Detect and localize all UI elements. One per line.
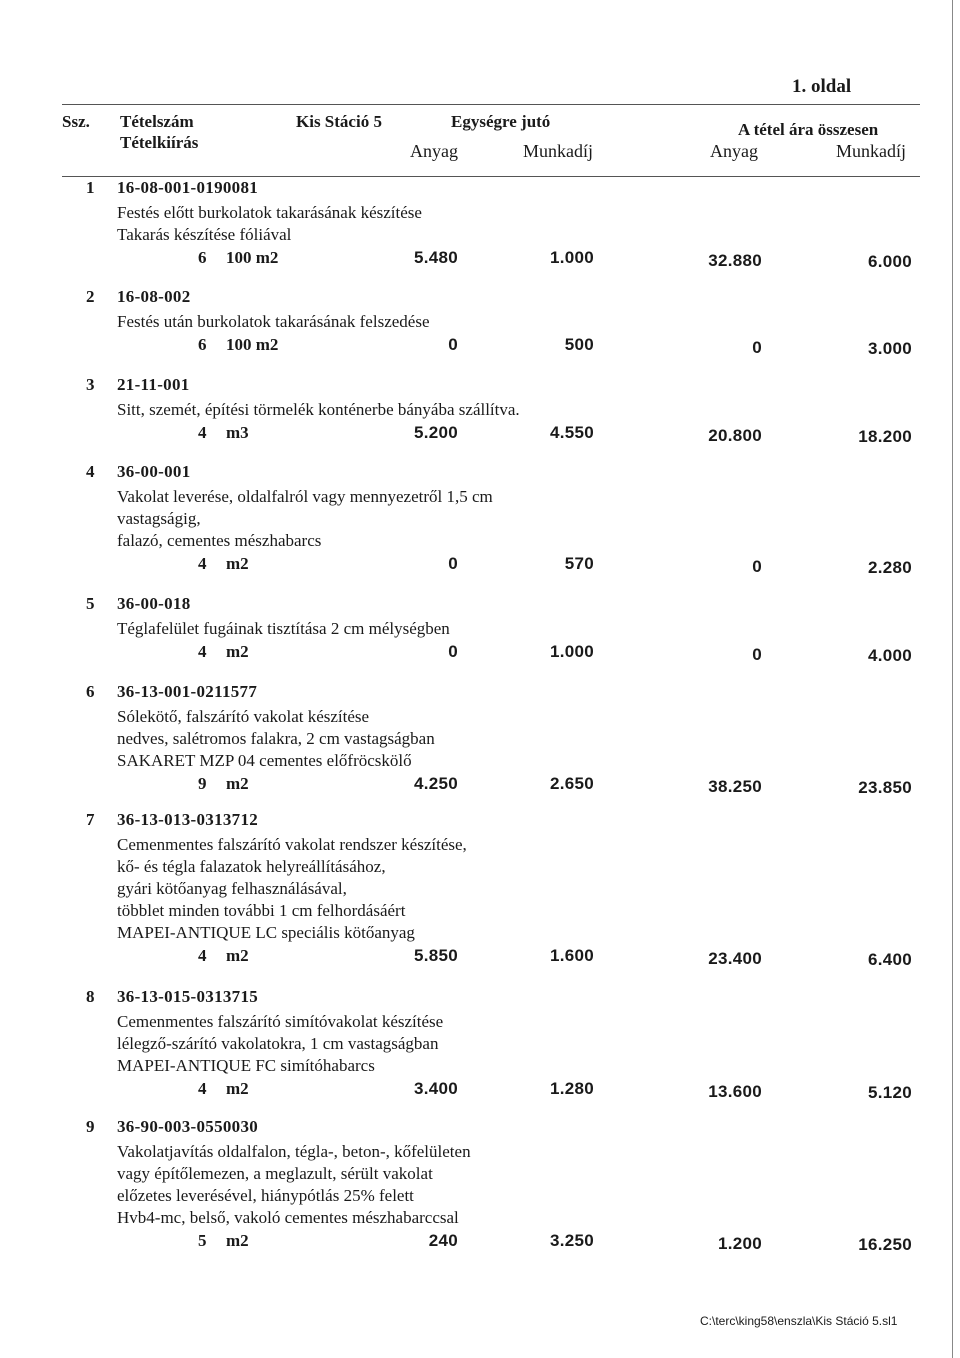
- unit-price-anyag: 0: [448, 554, 458, 573]
- item-code: 36-00-001: [117, 462, 191, 481]
- item-unit: m2: [226, 946, 249, 965]
- item-number: 7: [86, 810, 95, 829]
- item-code: 36-13-001-0211577: [117, 682, 258, 701]
- unit-price-anyag: 5.480: [413, 248, 458, 267]
- total-anyag: 0: [752, 645, 762, 664]
- item-description-line: Vakolat leverése, oldalfalról vagy mennyezetről 1,5 cm: [117, 487, 493, 506]
- unit-price-anyag: 4.250: [413, 774, 458, 793]
- item-number: 9: [86, 1117, 95, 1136]
- item-unit: m2: [226, 774, 249, 793]
- page-number: 1. oldal: [792, 76, 852, 97]
- item-quantity: 4: [198, 423, 207, 442]
- unit-price-anyag: 5.850: [413, 946, 458, 965]
- item-code: 21-11-001: [117, 375, 190, 394]
- total-anyag: 23.400: [708, 949, 762, 968]
- item-quantity: 6: [198, 335, 207, 354]
- item-description-line: előzetes leverésével, hiánypótlás 25% felett: [117, 1186, 414, 1205]
- item-description-line: falazó, cementes mészhabarcs: [117, 531, 322, 550]
- item-description-line: MAPEI-ANTIQUE FC simítóhabarcs: [117, 1056, 375, 1075]
- unit-price-anyag: 5.200: [413, 423, 458, 442]
- header-total-munkadij: Munkadíj: [836, 141, 906, 161]
- header-unit-price: Egységre jutó: [451, 112, 551, 131]
- item-quantity: 4: [198, 1079, 207, 1098]
- item-description-line: gyári kötőanyag felhasználásával,: [117, 879, 347, 898]
- total-anyag: 0: [752, 557, 762, 576]
- unit-price-anyag: 0: [448, 335, 458, 354]
- item-description-line: vagy építőlemezen, a meglazult, sérült vakolat: [117, 1164, 433, 1183]
- item-quantity: 4: [198, 642, 207, 661]
- total-munkadij: 6.400: [867, 950, 912, 969]
- header-top-rule: [62, 104, 920, 105]
- item-quantity: 4: [198, 554, 207, 573]
- header-tetelszam: Tételszám: [120, 112, 194, 131]
- item-code: 16-08-002: [117, 287, 191, 306]
- unit-price-munkadij: 4.550: [549, 423, 594, 442]
- unit-price-munkadij: 2.650: [549, 774, 594, 793]
- item-unit: m2: [226, 1079, 249, 1098]
- item-number: 4: [86, 462, 95, 481]
- item-number: 5: [86, 594, 95, 613]
- total-munkadij: 23.850: [858, 778, 912, 797]
- header-ssz: Ssz.: [62, 112, 90, 131]
- item-number: 8: [86, 987, 95, 1006]
- item-number: 2: [86, 287, 95, 306]
- file-path-footer: C:\terc\king58\enszla\Kis Stáció 5.sl1: [700, 1314, 898, 1328]
- total-munkadij: 16.250: [858, 1235, 912, 1254]
- unit-price-munkadij: 1.000: [549, 248, 594, 267]
- item-description-line: Cemenmentes falszárító simítóvakolat készítése: [117, 1012, 444, 1031]
- unit-price-munkadij: 1.280: [549, 1079, 594, 1098]
- item-number: 3: [86, 375, 95, 394]
- item-description-line: nedves, salétromos falakra, 2 cm vastagságban: [117, 729, 435, 748]
- total-anyag: 13.600: [708, 1082, 762, 1101]
- total-anyag: 20.800: [708, 426, 762, 445]
- item-description-line: Festés után burkolatok takarásának felszedése: [117, 312, 430, 331]
- unit-price-munkadij: 1.000: [549, 642, 594, 661]
- item-code: 36-90-003-0550030: [117, 1117, 259, 1136]
- item-unit: 100 m2: [226, 248, 279, 267]
- unit-price-munkadij: 3.250: [549, 1231, 594, 1250]
- item-code: 36-13-013-0313712: [117, 810, 259, 829]
- item-code: 16-08-001-0190081: [117, 178, 259, 197]
- header-station: Kis Stáció 5: [296, 112, 382, 131]
- item-description-line: Sólekötő, falszárító vakolat készítése: [117, 707, 370, 726]
- total-anyag: 0: [752, 338, 762, 357]
- unit-price-munkadij: 1.600: [549, 946, 594, 965]
- item-description-line: Cemenmentes falszárító vakolat rendszer készítése,: [117, 835, 467, 854]
- header-total-anyag: Anyag: [710, 141, 758, 161]
- total-anyag: 32.880: [708, 251, 762, 270]
- header-total: A tétel ára összesen: [738, 120, 879, 139]
- header-munkadij: Munkadíj: [523, 141, 593, 161]
- unit-price-anyag: 240: [428, 1231, 458, 1250]
- item-description-line: lélegző-szárító vakolatokra, 1 cm vastagságban: [117, 1034, 439, 1053]
- item-quantity: 5: [198, 1231, 207, 1250]
- item-unit: m3: [226, 423, 249, 442]
- item-description-line: többlet minden további 1 cm felhordásáért: [117, 901, 406, 920]
- item-unit: m2: [226, 1231, 249, 1250]
- total-munkadij: 4.000: [867, 646, 912, 665]
- total-munkadij: 2.280: [867, 558, 912, 577]
- total-munkadij: 3.000: [867, 339, 912, 358]
- item-number: 1: [86, 178, 95, 197]
- item-code: 36-13-015-0313715: [117, 987, 259, 1006]
- header-bottom-rule: [62, 176, 920, 177]
- item-description-line: Vakolatjavítás oldalfalon, tégla-, beton-, kőfelületen: [117, 1142, 471, 1161]
- item-unit: m2: [226, 554, 249, 573]
- total-anyag: 1.200: [717, 1234, 762, 1253]
- item-quantity: 9: [198, 774, 207, 793]
- total-anyag: 38.250: [708, 777, 762, 796]
- item-description-line: Festés előtt burkolatok takarásának készítése: [117, 203, 422, 222]
- item-description-line: Téglafelület fugáinak tisztítása 2 cm mélységben: [117, 619, 450, 638]
- item-unit: m2: [226, 642, 249, 661]
- item-description-line: vastagságig,: [117, 509, 201, 528]
- item-unit: 100 m2: [226, 335, 279, 354]
- unit-price-munkadij: 500: [564, 335, 594, 354]
- item-number: 6: [86, 682, 95, 701]
- item-description-line: MAPEI-ANTIQUE LC speciális kötőanyag: [117, 923, 415, 942]
- item-description-line: Hvb4-mc, belső, vakoló cementes mészhabarccsal: [117, 1208, 459, 1227]
- page-edge-line: [952, 0, 953, 1358]
- item-description-line: Sitt, szemét, építési törmelék konténerbe bányába szállítva.: [117, 400, 520, 419]
- item-code: 36-00-018: [117, 594, 191, 613]
- total-munkadij: 6.000: [867, 252, 912, 271]
- total-munkadij: 5.120: [867, 1083, 912, 1102]
- unit-price-munkadij: 570: [564, 554, 594, 573]
- item-description-line: SAKARET MZP 04 cementes előfröcskölő: [117, 751, 412, 770]
- item-description-line: kő- és tégla falazatok helyreállításához,: [117, 857, 386, 876]
- item-quantity: 4: [198, 946, 207, 965]
- item-quantity: 6: [198, 248, 207, 267]
- header-tetelkiiras: Tételkiírás: [120, 133, 199, 152]
- header-anyag: Anyag: [410, 141, 458, 161]
- unit-price-anyag: 0: [448, 642, 458, 661]
- item-description-line: Takarás készítése fóliával: [117, 225, 292, 244]
- total-munkadij: 18.200: [858, 427, 912, 446]
- unit-price-anyag: 3.400: [413, 1079, 458, 1098]
